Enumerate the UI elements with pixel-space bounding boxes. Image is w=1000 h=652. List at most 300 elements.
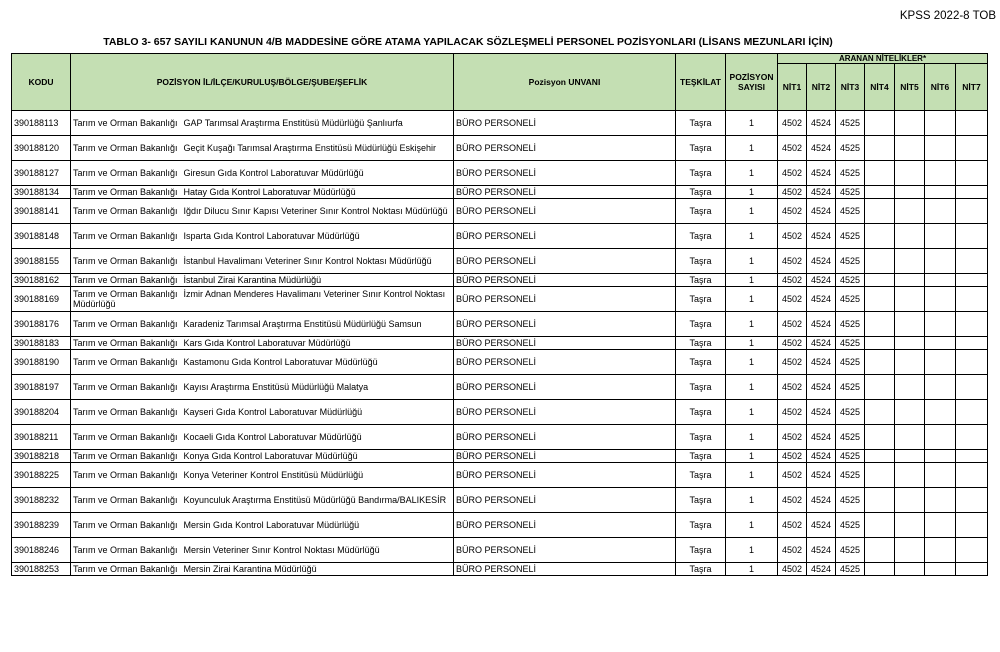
cell-birim: Kayısı Araştırma Enstitüsü Müdürlüğü Malatya <box>183 382 369 392</box>
cell-nit3: 4525 <box>836 538 865 563</box>
cell-birim: İzmir Adnan Menderes Havalimanı Veteriner Sınır Kontrol Noktası Müdürlüğü <box>73 289 446 309</box>
cell-sayisi: 1 <box>726 161 778 186</box>
cell-unvan: BÜRO PERSONELİ <box>454 463 676 488</box>
cell-unvan: BÜRO PERSONELİ <box>454 538 676 563</box>
cell-kodu: 390188113 <box>12 111 71 136</box>
cell-kodu: 390188183 <box>12 337 71 350</box>
cell-nit4 <box>865 337 895 350</box>
cell-nit5 <box>895 287 925 312</box>
cell-sayisi: 1 <box>726 186 778 199</box>
cell-birim: Mersin Zirai Karantina Müdürlüğü <box>183 564 317 574</box>
cell-pozisyon-yeri <box>71 249 454 274</box>
cell-nit4 <box>865 136 895 161</box>
cell-teskilat: Taşra <box>676 400 726 425</box>
cell-teskilat: Taşra <box>676 111 726 136</box>
cell-nit2: 4524 <box>807 563 836 576</box>
header-teskilat: TEŞKİLAT <box>676 54 726 111</box>
cell-teskilat: Taşra <box>676 488 726 513</box>
cell-birim: Koyunculuk Araştırma Enstitüsü Müdürlüğü Bandırma/BALIKESİR <box>183 495 447 505</box>
cell-nit3: 4525 <box>836 400 865 425</box>
cell-nit3: 4525 <box>836 199 865 224</box>
cell-sayisi: 1 <box>726 312 778 337</box>
cell-birim: İstanbul Havalimanı Veteriner Sınır Kontrol Noktası Müdürlüğü <box>183 256 432 266</box>
cell-nit7 <box>956 513 988 538</box>
cell-nit3: 4525 <box>836 463 865 488</box>
cell-nit6 <box>925 488 956 513</box>
cell-kodu: 390188155 <box>12 249 71 274</box>
cell-nit6 <box>925 450 956 463</box>
cell-nit3: 4525 <box>836 136 865 161</box>
cell-kodu: 390188225 <box>12 463 71 488</box>
cell-teskilat: Taşra <box>676 563 726 576</box>
cell-birim: Kars Gıda Kontrol Laboratuvar Müdürlüğü <box>183 338 351 348</box>
table-row <box>12 450 988 463</box>
cell-unvan: BÜRO PERSONELİ <box>454 425 676 450</box>
cell-unvan: BÜRO PERSONELİ <box>454 199 676 224</box>
cell-nit6 <box>925 513 956 538</box>
cell-nit3: 4525 <box>836 249 865 274</box>
cell-nit5 <box>895 425 925 450</box>
cell-kurum: Tarım ve Orman Bakanlığı <box>73 338 178 348</box>
cell-pozisyon-yeri <box>71 136 454 161</box>
cell-nit6 <box>925 287 956 312</box>
cell-nit4 <box>865 400 895 425</box>
cell-sayisi: 1 <box>726 400 778 425</box>
cell-birim: Konya Gıda Kontrol Laboratuvar Müdürlüğü <box>183 451 358 461</box>
cell-nit1: 4502 <box>778 488 807 513</box>
cell-unvan: BÜRO PERSONELİ <box>454 287 676 312</box>
cell-kodu: 390188148 <box>12 224 71 249</box>
table-row <box>12 274 988 287</box>
cell-nit6 <box>925 463 956 488</box>
cell-nit3: 4525 <box>836 563 865 576</box>
cell-nit7 <box>956 249 988 274</box>
cell-nit2: 4524 <box>807 136 836 161</box>
cell-kodu: 390188246 <box>12 538 71 563</box>
cell-nit4 <box>865 249 895 274</box>
cell-nit3: 4525 <box>836 312 865 337</box>
header-pozisyon-yeri: POZİSYON İL/İLÇE/KURULUŞ/BÖLGE/ŞUBE/ŞEFLİK <box>71 54 454 111</box>
cell-sayisi: 1 <box>726 375 778 400</box>
cell-nit4 <box>865 199 895 224</box>
table-row <box>12 337 988 350</box>
table-row <box>12 224 988 249</box>
cell-nit2: 4524 <box>807 400 836 425</box>
cell-unvan: BÜRO PERSONELİ <box>454 312 676 337</box>
cell-nit7 <box>956 287 988 312</box>
cell-nit3: 4525 <box>836 513 865 538</box>
cell-nit1: 4502 <box>778 513 807 538</box>
cell-sayisi: 1 <box>726 337 778 350</box>
header-nit1: NİT1 <box>778 64 807 111</box>
cell-pozisyon-yeri <box>71 538 454 563</box>
cell-pozisyon-yeri <box>71 186 454 199</box>
cell-nit1: 4502 <box>778 161 807 186</box>
cell-kurum: Tarım ve Orman Bakanlığı <box>73 187 178 197</box>
cell-birim: Kastamonu Gıda Kontrol Laboratuvar Müdürlüğü <box>183 357 378 367</box>
cell-nit5 <box>895 463 925 488</box>
cell-nit4 <box>865 111 895 136</box>
cell-kurum: Tarım ve Orman Bakanlığı <box>73 231 178 241</box>
cell-nit7 <box>956 350 988 375</box>
cell-birim: Kocaeli Gıda Kontrol Laboratuvar Müdürlüğü <box>183 432 362 442</box>
cell-unvan: BÜRO PERSONELİ <box>454 186 676 199</box>
cell-birim: Isparta Gıda Kontrol Laboratuvar Müdürlüğü <box>183 231 360 241</box>
cell-pozisyon-yeri <box>71 161 454 186</box>
cell-nit3: 4525 <box>836 274 865 287</box>
cell-nit3: 4525 <box>836 337 865 350</box>
cell-nit7 <box>956 161 988 186</box>
cell-pozisyon-yeri <box>71 274 454 287</box>
table-row <box>12 161 988 186</box>
cell-nit7 <box>956 136 988 161</box>
cell-kodu: 390188134 <box>12 186 71 199</box>
cell-nit1: 4502 <box>778 274 807 287</box>
cell-birim: Hatay Gıda Kontrol Laboratuvar Müdürlüğü <box>183 187 356 197</box>
cell-nit7 <box>956 274 988 287</box>
cell-nit3: 4525 <box>836 111 865 136</box>
cell-unvan: BÜRO PERSONELİ <box>454 400 676 425</box>
header-nit5: NİT5 <box>895 64 925 111</box>
cell-nit2: 4524 <box>807 199 836 224</box>
cell-teskilat: Taşra <box>676 375 726 400</box>
cell-nit4 <box>865 287 895 312</box>
cell-nit2: 4524 <box>807 274 836 287</box>
cell-birim: GAP Tarımsal Araştırma Enstitüsü Müdürlüğü Şanlıurfa <box>183 118 403 128</box>
cell-nit1: 4502 <box>778 350 807 375</box>
cell-nit1: 4502 <box>778 249 807 274</box>
cell-kurum: Tarım ve Orman Bakanlığı <box>73 256 178 266</box>
cell-nit7 <box>956 186 988 199</box>
cell-sayisi: 1 <box>726 274 778 287</box>
cell-kodu: 390188127 <box>12 161 71 186</box>
cell-nit2: 4524 <box>807 513 836 538</box>
cell-nit7 <box>956 111 988 136</box>
cell-nit2: 4524 <box>807 224 836 249</box>
cell-pozisyon-yeri <box>71 337 454 350</box>
cell-pozisyon-yeri <box>71 425 454 450</box>
cell-sayisi: 1 <box>726 287 778 312</box>
cell-nit6 <box>925 425 956 450</box>
cell-nit7 <box>956 450 988 463</box>
cell-nit2: 4524 <box>807 186 836 199</box>
cell-nit7 <box>956 463 988 488</box>
cell-nit7 <box>956 400 988 425</box>
cell-kodu: 390188204 <box>12 400 71 425</box>
cell-unvan: BÜRO PERSONELİ <box>454 488 676 513</box>
cell-kurum: Tarım ve Orman Bakanlığı <box>73 545 178 555</box>
cell-nit6 <box>925 111 956 136</box>
cell-nit6 <box>925 337 956 350</box>
cell-nit2: 4524 <box>807 350 836 375</box>
cell-nit4 <box>865 375 895 400</box>
document-code: KPSS 2022-8 TOB <box>899 10 996 22</box>
cell-unvan: BÜRO PERSONELİ <box>454 513 676 538</box>
cell-nit5 <box>895 513 925 538</box>
cell-kodu: 390188190 <box>12 350 71 375</box>
header-nit3: NİT3 <box>836 64 865 111</box>
cell-kodu: 390188253 <box>12 563 71 576</box>
cell-nit1: 4502 <box>778 375 807 400</box>
cell-birim: İstanbul Zirai Karantina Müdürlüğü <box>183 275 322 285</box>
cell-teskilat: Taşra <box>676 337 726 350</box>
cell-birim: Iğdır Dilucu Sınır Kapısı Veteriner Sınır Kontrol Noktası Müdürlüğü <box>183 206 448 216</box>
cell-kodu: 390188239 <box>12 513 71 538</box>
cell-nit5 <box>895 224 925 249</box>
cell-kurum: Tarım ve Orman Bakanlığı <box>73 382 178 392</box>
cell-kurum: Tarım ve Orman Bakanlığı <box>73 206 178 216</box>
cell-sayisi: 1 <box>726 224 778 249</box>
cell-teskilat: Taşra <box>676 463 726 488</box>
cell-kurum: Tarım ve Orman Bakanlığı <box>73 407 178 417</box>
cell-nit7 <box>956 199 988 224</box>
cell-kurum: Tarım ve Orman Bakanlığı <box>73 432 178 442</box>
cell-nit7 <box>956 538 988 563</box>
table-row <box>12 463 988 488</box>
cell-teskilat: Taşra <box>676 425 726 450</box>
cell-nit2: 4524 <box>807 249 836 274</box>
cell-pozisyon-yeri <box>71 199 454 224</box>
header-nit7: NİT7 <box>956 64 988 111</box>
cell-birim: Konya Veteriner Kontrol Enstitüsü Müdürlüğü <box>183 470 364 480</box>
table-row <box>12 111 988 136</box>
cell-kurum: Tarım ve Orman Bakanlığı <box>73 168 178 178</box>
cell-nit1: 4502 <box>778 538 807 563</box>
cell-nit7 <box>956 312 988 337</box>
cell-nit5 <box>895 199 925 224</box>
cell-teskilat: Taşra <box>676 450 726 463</box>
cell-nit1: 4502 <box>778 111 807 136</box>
table-row <box>12 312 988 337</box>
cell-sayisi: 1 <box>726 450 778 463</box>
cell-nit7 <box>956 224 988 249</box>
cell-unvan: BÜRO PERSONELİ <box>454 375 676 400</box>
cell-kodu: 390188169 <box>12 287 71 312</box>
cell-nit3: 4525 <box>836 287 865 312</box>
cell-nit5 <box>895 375 925 400</box>
cell-nit2: 4524 <box>807 538 836 563</box>
cell-nit6 <box>925 538 956 563</box>
cell-nit2: 4524 <box>807 161 836 186</box>
cell-nit6 <box>925 375 956 400</box>
cell-nit1: 4502 <box>778 224 807 249</box>
cell-nit7 <box>956 563 988 576</box>
cell-nit6 <box>925 161 956 186</box>
cell-pozisyon-yeri <box>71 375 454 400</box>
cell-pozisyon-yeri <box>71 312 454 337</box>
cell-nit2: 4524 <box>807 111 836 136</box>
cell-nit5 <box>895 274 925 287</box>
cell-unvan: BÜRO PERSONELİ <box>454 224 676 249</box>
cell-nit4 <box>865 224 895 249</box>
header-kodu: KODU <box>12 54 71 111</box>
cell-nit4 <box>865 463 895 488</box>
cell-sayisi: 1 <box>726 425 778 450</box>
cell-nit3: 4525 <box>836 425 865 450</box>
cell-nit6 <box>925 312 956 337</box>
cell-nit6 <box>925 400 956 425</box>
cell-pozisyon-yeri <box>71 513 454 538</box>
cell-nit5 <box>895 136 925 161</box>
cell-nit3: 4525 <box>836 350 865 375</box>
cell-kodu: 390188120 <box>12 136 71 161</box>
cell-birim: Giresun Gıda Kontrol Laboratuvar Müdürlüğü <box>183 168 364 178</box>
header-nit4: NİT4 <box>865 64 895 111</box>
cell-birim: Mersin Gıda Kontrol Laboratuvar Müdürlüğü <box>183 520 360 530</box>
cell-nit1: 4502 <box>778 199 807 224</box>
cell-nit4 <box>865 488 895 513</box>
cell-nit6 <box>925 274 956 287</box>
cell-nit1: 4502 <box>778 186 807 199</box>
cell-unvan: BÜRO PERSONELİ <box>454 450 676 463</box>
cell-pozisyon-yeri <box>71 450 454 463</box>
cell-teskilat: Taşra <box>676 274 726 287</box>
cell-teskilat: Taşra <box>676 136 726 161</box>
cell-nit7 <box>956 425 988 450</box>
cell-nit1: 4502 <box>778 563 807 576</box>
table-row <box>12 488 988 513</box>
table-row <box>12 287 988 312</box>
cell-sayisi: 1 <box>726 350 778 375</box>
cell-teskilat: Taşra <box>676 287 726 312</box>
cell-nit6 <box>925 350 956 375</box>
cell-pozisyon-yeri <box>71 488 454 513</box>
cell-teskilat: Taşra <box>676 161 726 186</box>
cell-kurum: Tarım ve Orman Bakanlığı <box>73 520 178 530</box>
cell-nit3: 4525 <box>836 224 865 249</box>
cell-kurum: Tarım ve Orman Bakanlığı <box>73 564 178 574</box>
cell-nit6 <box>925 199 956 224</box>
cell-kurum: Tarım ve Orman Bakanlığı <box>73 319 178 329</box>
cell-unvan: BÜRO PERSONELİ <box>454 161 676 186</box>
table-row <box>12 538 988 563</box>
cell-teskilat: Taşra <box>676 513 726 538</box>
cell-nit1: 4502 <box>778 136 807 161</box>
cell-pozisyon-yeri <box>71 350 454 375</box>
cell-nit5 <box>895 538 925 563</box>
document-title: TABLO 3- 657 SAYILI KANUNUN 4/B MADDESİNE GÖRE ATAMA YAPILACAK SÖZLEŞMELİ PERSONEL POZİSYONLARI (LİSANS MEZUNLARI İÇİN) <box>103 36 833 48</box>
cell-kurum: Tarım ve Orman Bakanlığı <box>73 451 178 461</box>
cell-kodu: 390188162 <box>12 274 71 287</box>
header-row-top <box>12 54 988 64</box>
header-nit6: NİT6 <box>925 64 956 111</box>
cell-sayisi: 1 <box>726 563 778 576</box>
cell-sayisi: 1 <box>726 463 778 488</box>
cell-birim: Geçit Kuşağı Tarımsal Araştırma Enstitüsü Müdürlüğü Eskişehir <box>183 143 436 153</box>
cell-sayisi: 1 <box>726 136 778 161</box>
cell-nit2: 4524 <box>807 337 836 350</box>
cell-nit3: 4525 <box>836 450 865 463</box>
cell-pozisyon-yeri <box>71 463 454 488</box>
cell-unvan: BÜRO PERSONELİ <box>454 350 676 375</box>
cell-nit6 <box>925 224 956 249</box>
cell-nit1: 4502 <box>778 400 807 425</box>
cell-nit5 <box>895 488 925 513</box>
cell-unvan: BÜRO PERSONELİ <box>454 136 676 161</box>
cell-teskilat: Taşra <box>676 350 726 375</box>
cell-nit1: 4502 <box>778 425 807 450</box>
cell-nit1: 4502 <box>778 463 807 488</box>
cell-pozisyon-yeri <box>71 400 454 425</box>
cell-nit5 <box>895 161 925 186</box>
cell-unvan: BÜRO PERSONELİ <box>454 274 676 287</box>
cell-nit5 <box>895 186 925 199</box>
cell-birim: Karadeniz Tarımsal Araştırma Enstitüsü Müdürlüğü Samsun <box>183 319 422 329</box>
table-row <box>12 513 988 538</box>
cell-teskilat: Taşra <box>676 249 726 274</box>
cell-nit3: 4525 <box>836 161 865 186</box>
table-row <box>12 249 988 274</box>
cell-nit5 <box>895 563 925 576</box>
cell-nit7 <box>956 337 988 350</box>
cell-sayisi: 1 <box>726 199 778 224</box>
cell-nit2: 4524 <box>807 488 836 513</box>
cell-nit4 <box>865 186 895 199</box>
cell-nit4 <box>865 538 895 563</box>
cell-nit4 <box>865 450 895 463</box>
cell-birim: Mersin Veteriner Sınır Kontrol Noktası Müdürlüğü <box>183 545 380 555</box>
header-nit2: NİT2 <box>807 64 836 111</box>
cell-nit3: 4525 <box>836 375 865 400</box>
table-row <box>12 400 988 425</box>
cell-nit2: 4524 <box>807 425 836 450</box>
cell-nit5 <box>895 400 925 425</box>
cell-nit4 <box>865 513 895 538</box>
cell-kodu: 390188197 <box>12 375 71 400</box>
cell-nit4 <box>865 563 895 576</box>
cell-nit2: 4524 <box>807 450 836 463</box>
cell-kodu: 390188232 <box>12 488 71 513</box>
cell-nit5 <box>895 312 925 337</box>
cell-pozisyon-yeri <box>71 563 454 576</box>
cell-nit2: 4524 <box>807 463 836 488</box>
cell-nit2: 4524 <box>807 287 836 312</box>
cell-sayisi: 1 <box>726 538 778 563</box>
cell-kurum: Tarım ve Orman Bakanlığı <box>73 143 178 153</box>
cell-kodu: 390188176 <box>12 312 71 337</box>
table-body <box>12 111 988 576</box>
cell-nit4 <box>865 312 895 337</box>
cell-kurum: Tarım ve Orman Bakanlığı <box>73 289 178 299</box>
cell-nit1: 4502 <box>778 287 807 312</box>
cell-nit2: 4524 <box>807 375 836 400</box>
cell-nit4 <box>865 350 895 375</box>
cell-unvan: BÜRO PERSONELİ <box>454 111 676 136</box>
cell-nit6 <box>925 136 956 161</box>
cell-birim: Kayseri Gıda Kontrol Laboratuvar Müdürlüğü <box>183 407 363 417</box>
table-row <box>12 563 988 576</box>
cell-nit6 <box>925 186 956 199</box>
table-row <box>12 136 988 161</box>
cell-nit3: 4525 <box>836 488 865 513</box>
cell-nit5 <box>895 337 925 350</box>
cell-unvan: BÜRO PERSONELİ <box>454 249 676 274</box>
cell-nit3: 4525 <box>836 186 865 199</box>
cell-nit4 <box>865 161 895 186</box>
cell-nit6 <box>925 249 956 274</box>
cell-kurum: Tarım ve Orman Bakanlığı <box>73 470 178 480</box>
cell-pozisyon-yeri <box>71 287 454 312</box>
table-row <box>12 425 988 450</box>
table-row <box>12 186 988 199</box>
cell-kodu: 390188211 <box>12 425 71 450</box>
cell-nit1: 4502 <box>778 450 807 463</box>
cell-kurum: Tarım ve Orman Bakanlığı <box>73 495 178 505</box>
cell-teskilat: Taşra <box>676 199 726 224</box>
cell-teskilat: Taşra <box>676 538 726 563</box>
cell-unvan: BÜRO PERSONELİ <box>454 337 676 350</box>
cell-teskilat: Taşra <box>676 312 726 337</box>
